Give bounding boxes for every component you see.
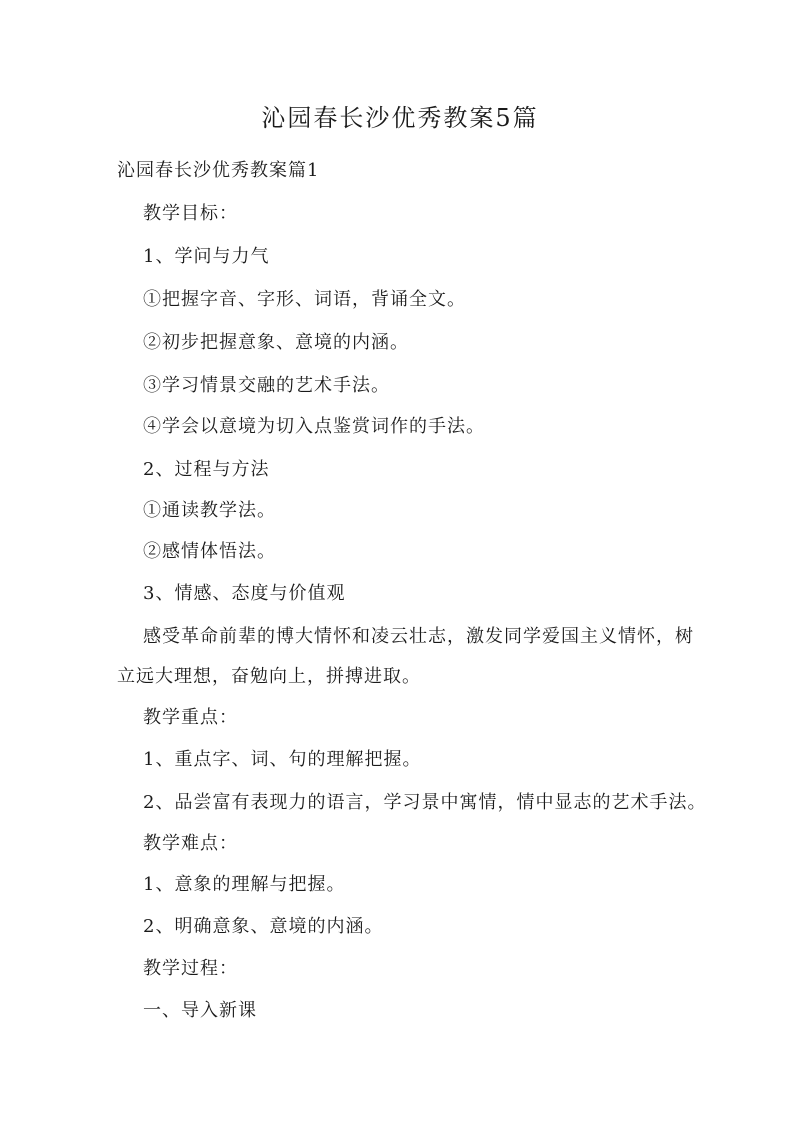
paragraph-emotion-values: 3、情感、态度与价值观 [143,583,346,604]
paragraph-item-2: ②初步把握意象、意境的内涵。 [143,332,409,353]
document-title: 沁园春长沙优秀教案5篇 [261,104,539,132]
paragraph-item-5: ①通读教学法。 [143,500,276,521]
paragraph-difficulties: 教学难点： [143,833,238,854]
paragraph-item-6: ②感情体悟法。 [143,541,276,562]
paragraph-body-line-1: 感受革命前辈的博大情怀和凌云壮志，激发同学爱国主义情怀，树 [143,626,694,647]
paragraph-item-3: ③学习情景交融的艺术手法。 [143,375,390,396]
paragraph-body-line-2: 立远大理想，奋勉向上，拼搏进取。 [117,666,421,687]
paragraph-item-1: ①把握字音、字形、词语，背诵全文。 [143,289,466,310]
paragraph-difficulty-1: 1、意象的理解与把握。 [143,874,346,895]
paragraph-key-points: 教学重点： [143,707,238,728]
section-heading: 沁园春长沙优秀教案篇1 [117,160,320,181]
paragraph-item-4: ④学会以意境为切入点鉴赏词作的手法。 [143,416,485,437]
paragraph-key-point-1: 1、重点字、词、句的理解把握。 [143,749,422,770]
paragraph-key-point-2: 2、品尝富有表现力的语言，学习景中寓情，情中显志的艺术手法。 [143,792,707,813]
paragraph-difficulty-2: 2、明确意象、意境的内涵。 [143,916,384,937]
paragraph-process-method: 2、过程与方法 [143,459,270,480]
paragraph-teaching-objectives: 教学目标： [143,203,238,224]
paragraph-teaching-process: 教学过程： [143,958,238,979]
paragraph-introduction: 一、导入新课 [143,1000,257,1021]
paragraph-knowledge-ability: 1、学问与力气 [143,246,270,267]
